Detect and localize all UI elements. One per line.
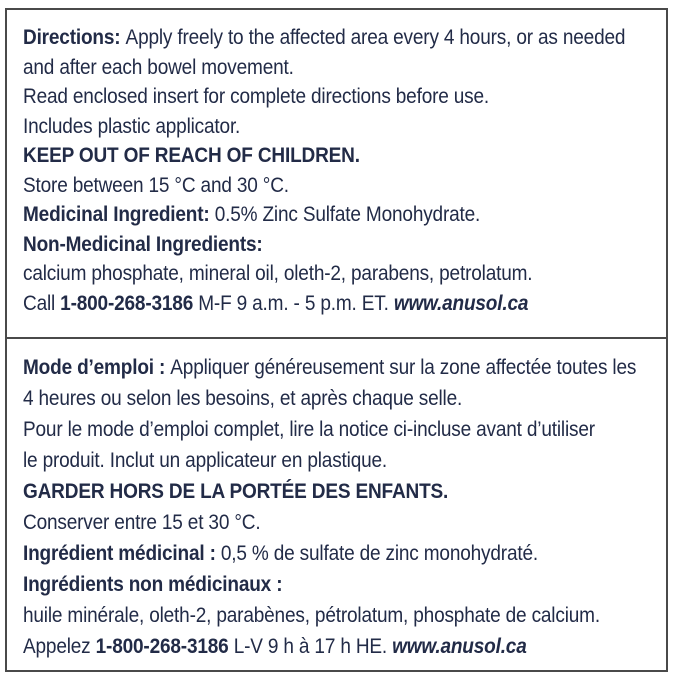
text-segment: 1-800-268-3186 (60, 290, 194, 315)
non-medicinal-heading (23, 230, 583, 260)
text-segment: KEEP OUT OF REACH OF CHILDREN. (23, 143, 360, 167)
text-segment: 1-800-268-3186 (95, 634, 229, 658)
applicator-note (23, 112, 583, 142)
text-segment: 4 heures ou selon les besoins, et après chaque selle. (23, 386, 463, 410)
medicinal-ingredient (23, 200, 583, 230)
english-directions-section (7, 10, 666, 339)
directions-line-1 (23, 23, 626, 53)
ingredients-non-medicinaux-list (23, 600, 600, 631)
text-segment: Call (23, 290, 61, 315)
text-segment: Appliquer généreusement sur la zone affectée toutes les (170, 355, 637, 379)
text-segment: www.anusol.ca (392, 634, 527, 658)
storage-note (23, 171, 583, 201)
text-segment: Ingrédients non médicinaux : (23, 572, 283, 596)
mode-emploi-line-1 (23, 352, 637, 383)
notice-line-2 (23, 445, 583, 476)
contact-line (23, 289, 583, 319)
text-segment: and after each bowel movement. (23, 54, 294, 79)
text-segment: Read enclosed insert for complete directions before use. (23, 84, 490, 108)
text-segment: 0.5% Zinc Sulfate Monohydrate. (214, 202, 481, 226)
text-segment: Mode d’emploi : (23, 355, 171, 379)
directions-line-2 (23, 53, 583, 83)
text-segment: Directions: (23, 25, 126, 49)
text-segment: Ingrédient médicinal : (23, 541, 221, 565)
conservation-note (23, 507, 583, 538)
text-segment: Includes plastic applicator. (23, 113, 241, 138)
text-segment: 0,5 % de sulfate de zinc monohydraté. (220, 541, 538, 565)
text-segment: L-V 9 h à 17 h HE. (228, 634, 393, 658)
text-segment: Appelez (23, 634, 96, 658)
text-segment: Non-Medicinal Ingredients: (23, 231, 263, 256)
insert-note (23, 82, 583, 112)
text-segment: Store between 15 °C and 30 °C. (23, 172, 289, 197)
contact-line-fr (23, 631, 583, 662)
french-directions-section (7, 339, 666, 670)
text-segment: Pour le mode d’emploi complet, lire la notice ci-incluse avant d’utiliser (23, 417, 595, 441)
text-segment: Conserver entre 15 et 30 °C. (23, 510, 261, 534)
ingredient-medicinal (23, 538, 583, 569)
text-segment: www.anusol.ca (393, 290, 529, 315)
text-segment: Medicinal Ingredient: (23, 202, 215, 226)
text-segment: Apply freely to the affected area every 4 hours, or as needed (125, 25, 626, 49)
non-medicinal-list (23, 259, 583, 289)
text-segment: huile minérale, oleth-2, parabènes, pétrolatum, phosphate de calcium. (23, 603, 600, 627)
avertissement-enfants (23, 476, 583, 507)
text-segment: calcium phosphate, mineral oil, oleth-2, parabens, petrolatum. (23, 261, 533, 285)
text-segment: M-F 9 a.m. - 5 p.m. ET. (193, 290, 394, 315)
notice-line-1 (23, 414, 595, 445)
text-segment: le produit. Inclut un applicateur en plastique. (23, 448, 388, 472)
product-label-panel (5, 8, 668, 672)
mode-emploi-line-2 (23, 383, 583, 414)
ingredients-non-medicinaux-heading (23, 569, 583, 600)
children-warning (23, 141, 583, 171)
text-segment: GARDER HORS DE LA PORTÉE DES ENFANTS. (23, 479, 449, 503)
